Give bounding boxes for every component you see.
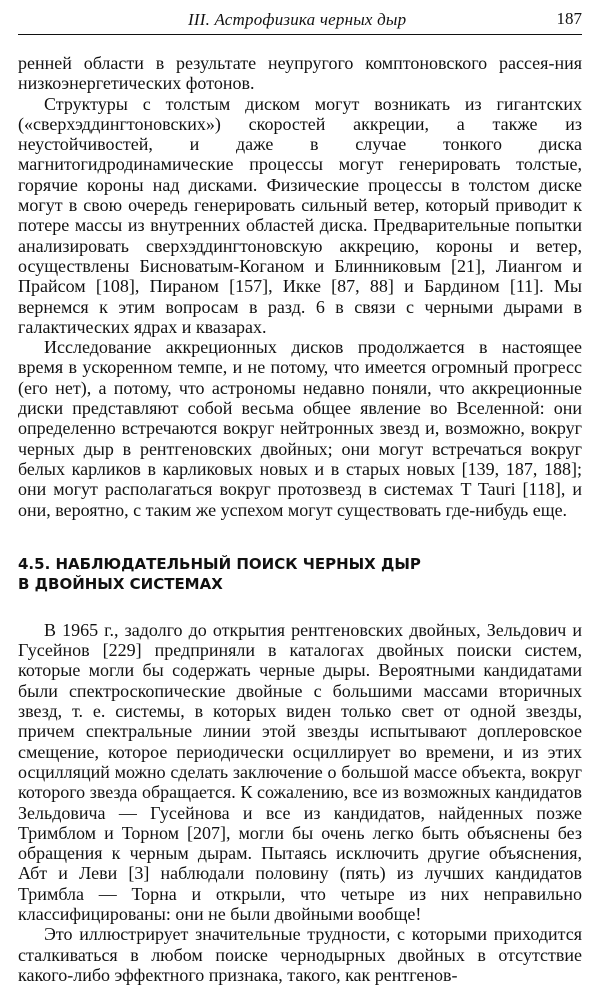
section-heading — [18, 554, 582, 594]
paragraph-thick-disk: Структуры с толстым диском могут возникать из гигантских («сверхэддингтоновских») скоростей аккреции, а также из неустойчивостей, и даже в случае тонкого диска магнитогидродинамические процессы могут генерировать толстые, горячие короны над дисками. Физические процессы в толстом диске могут в свою очередь генерировать сильный ветер, который приводит к потере массы из внутренних областей диска. Предварительные попытки анализировать сверхэддингтоновскую аккрецию, короны и ветер, осуществлены Бисноватым-Коганом и Блинниковым [21], Лиангом и Прайсом [108], Пираном [157], Икке [87, 88] и Бардином [11]. Мы вернемся к этим вопросам в разд. 6 в связи с черными дырами в галактических ядрах и квазарах. — [18, 93, 582, 337]
section-heading-line-2: В ДВОЙНЫХ СИСТЕМАХ — [18, 574, 223, 593]
running-title: III. Астрофизика черных дыр — [188, 10, 407, 29]
page-body — [18, 53, 582, 985]
page-number: 187 — [556, 9, 582, 28]
paragraph-search-history: В 1965 г., задолго до открытия рентгеновских двойных, Зельдович и Гусейнов [229] предприняли в каталогах двойных поиски систем, которые могли бы содержать черные дыры. Вероятными кандидатами были спектроскопические двойные с большими массами вторичных звезд, т. е. системы, в которых виден только свет от одной звезды, причем спектральные линии этой звезды испытывают доплеровское смещение, которое периодически осциллирует во времени, и из этих осцилляций можно сделать заключение о большой массе объекта, вокруг которого звезда обращается. К сожалению, все из возможных кандидатов Зельдовича — Гусейнова и все из кандидатов, найденных позже Тримблом и Торном [207], могли бы очень легко быть объяснены без обращения к черным дырам. Пытаясь исключить другие объяснения, Абт и Леви [3] наблюдали половину (пять) из лучших кандидатов Тримбла — Торна и открыли, что четыре из них неправильно классифицированы: они не были двойными вообще! — [18, 619, 582, 924]
running-header — [18, 0, 582, 35]
paragraph-continuation: ренней области в результате неупругого комптоновского рассея-ния низкоэнергетических фотонов. — [18, 53, 582, 94]
paragraph-difficulties: Это иллюстрирует значительные трудности, с которыми приходится сталкиваться в любом поиске чернодырных двойных в отсутствие какого-либо эффектного признака, такого, как рентгенов- — [18, 924, 582, 985]
section-heading-line-1: 4.5. НАБЛЮДАТЕЛЬНЫЙ ПОИСК ЧЕРНЫХ ДЫР — [18, 554, 421, 573]
paragraph-accretion-disks: Исследование аккреционных дисков продолжается в настоящее время в ускоренном темпе, и не потому, что имеется огромный прогресс (его нет), а потому, что астрономы недавно поняли, что аккреционные диски представляют собой весьма общее явление во Вселенной: они определенно встречаются вокруг нейтронных звезд и, возможно, вокруг черных дыр в рентгеновских двойных; они могут встречаться вокруг белых карликов в карликовых новых и в старых новых [139, 187, 188]; они могут располагаться вокруг протозвезд в системах T Tauri [118], и они, вероятно, с таким же успехом могут существовать где-нибудь еще. — [18, 337, 582, 520]
